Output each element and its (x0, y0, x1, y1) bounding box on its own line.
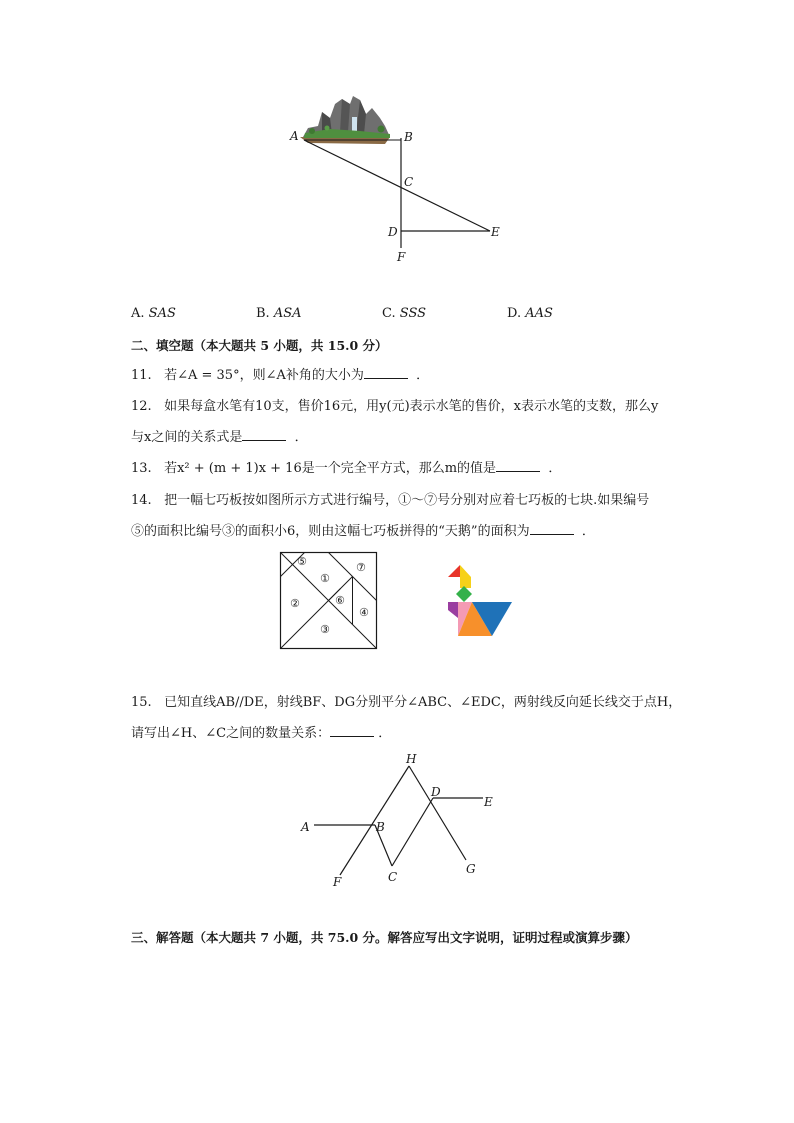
q12-line1: 如果每盒水笔有10支，售价16元，用y(元)表示水笔的售价，x表示水笔的支数，那么y (164, 399, 659, 414)
q11-text: 若∠A = 35°，则∠A补角的大小为 (164, 368, 364, 383)
point-B-label: B (404, 130, 413, 144)
q15-answer-blank[interactable] (330, 736, 374, 737)
question-11 (131, 366, 429, 386)
q15-line1: 已知直线AB//DE，射线BF、DG分别平分∠ABC、∠EDC，两射线反向延长线交于点H， (164, 695, 682, 710)
tangram-swan-figure (438, 560, 518, 645)
choice-a (131, 304, 176, 324)
q13-text: 若x² + (m + 1)x + 16是一个完全平方式，那么m的值是 (164, 461, 497, 476)
choice-b (256, 304, 302, 324)
choice-d-letter: D. (507, 306, 522, 321)
q14-answer-blank[interactable] (530, 534, 574, 535)
fig15-A-label: A (301, 820, 310, 834)
tangram-label-7: ⑦ (356, 561, 366, 574)
question-15-line2 (131, 724, 391, 744)
point-A-label: A (290, 129, 299, 143)
point-C-label: C (404, 175, 414, 189)
swan-piece-yellow2 (460, 577, 471, 588)
q15-end: ． (378, 726, 392, 741)
rockery-picture (300, 96, 390, 144)
figure-parallel-lines-bisectors (0, 750, 794, 900)
choice-b-value: ASA (273, 306, 302, 321)
choice-d (507, 304, 553, 324)
q11-answer-blank[interactable] (364, 378, 408, 379)
q13-end: ． (548, 461, 562, 476)
tangram-label-5: ⑤ (297, 555, 307, 568)
q11-end: ． (416, 368, 430, 383)
figure-similar-triangles (0, 0, 794, 300)
fig15-G-label: G (466, 862, 476, 876)
question-14-line2 (131, 522, 595, 542)
fig15-C-label: C (388, 870, 398, 884)
swan-piece-red (448, 565, 460, 577)
question-15-line1 (131, 693, 681, 713)
q15-line2: 请写出∠H、∠C之间的数量关系： (131, 726, 331, 741)
q11-number: 11. (131, 368, 152, 383)
section-3-header: 三、解答题（本大题共 7 小题，共 75.0 分。解答应写出文字说明，证明过程或演算步骤） (131, 930, 638, 945)
point-F-label: F (397, 250, 406, 264)
tangram-label-4: ④ (359, 606, 369, 619)
choice-c-letter: C. (382, 306, 396, 321)
question-13 (131, 459, 561, 479)
choice-b-letter: B. (256, 306, 270, 321)
q14-number: 14. (131, 493, 152, 508)
fig15-E-label: E (484, 795, 493, 809)
q12-line2: 与x之间的关系式是 (131, 430, 243, 445)
fig15-D-label: D (431, 785, 441, 799)
tangram-label-6: ⑥ (335, 594, 345, 607)
tangram-label-1: ① (320, 572, 330, 585)
tangram-square-figure (280, 552, 380, 652)
fig15-B-label: B (376, 820, 385, 834)
q14-end: ． (581, 524, 595, 539)
q12-answer-blank[interactable] (242, 440, 286, 441)
choice-c (382, 304, 426, 324)
q14-line2: ⑤的面积比编号③的面积小6，则由这幅七巧板拼得的“天鹅”的面积为 (131, 524, 530, 539)
question-12-line1 (131, 397, 658, 417)
choice-a-letter: A. (131, 306, 145, 321)
tangram-label-2: ② (290, 597, 300, 610)
choice-a-value: SAS (148, 306, 176, 321)
q13-number: 13. (131, 461, 152, 476)
section-2-header: 二、填空题（本大题共 5 小题，共 15.0 分） (131, 338, 388, 353)
q13-answer-blank[interactable] (496, 471, 540, 472)
swan-piece-green (456, 586, 472, 602)
question-12-line2 (131, 428, 308, 448)
question-14-line1 (131, 491, 649, 511)
q15-number: 15. (131, 695, 152, 710)
choice-d-value: AAS (525, 306, 553, 321)
q14-line1: 把一幅七巧板按如图所示方式进行编号，①～⑦号分别对应着七巧板的七块.如果编号 (164, 493, 650, 508)
q12-end: ． (294, 430, 308, 445)
fig15-F-label: F (333, 875, 342, 889)
point-D-label: D (388, 225, 398, 239)
q12-number: 12. (131, 399, 152, 414)
point-E-label: E (491, 225, 500, 239)
swan-piece-purple (448, 602, 458, 618)
tangram-label-3: ③ (320, 623, 330, 636)
choice-c-value: SSS (399, 306, 427, 321)
fig15-H-label: H (406, 752, 417, 766)
